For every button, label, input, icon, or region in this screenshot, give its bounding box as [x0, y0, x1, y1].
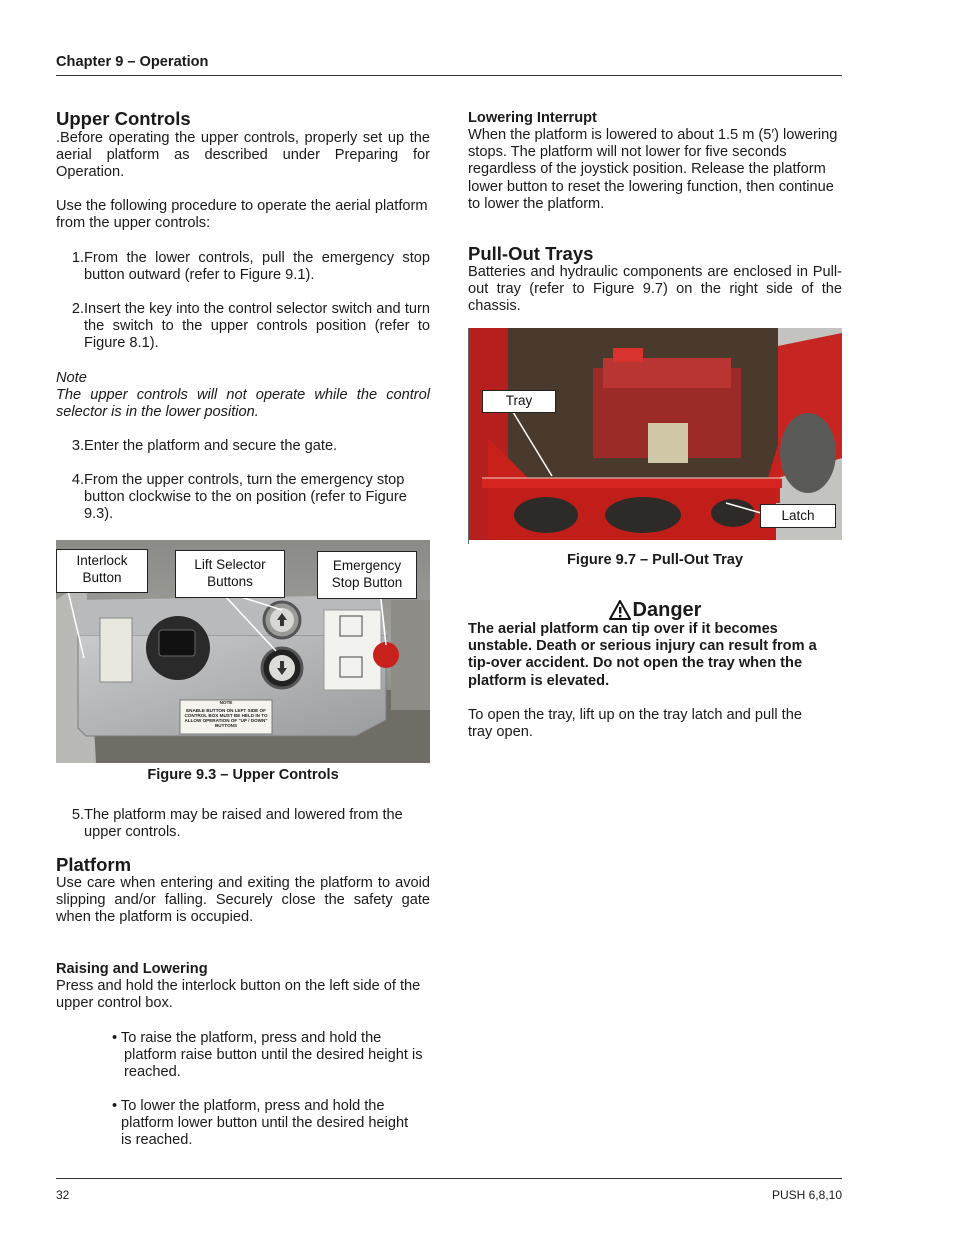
callout-interlock-button: Interlock Button [56, 549, 148, 593]
figure-9-7-caption: Figure 9.7 – Pull-Out Tray [567, 552, 743, 568]
pull-out-trays-text: Batteries and hydraulic components are enclosed in Pull-out tray (refer to Figure 9.7) on the right side of the chassis. [468, 264, 842, 315]
step-2 [56, 301, 430, 353]
lowering-interrupt-heading: Lowering Interrupt [468, 110, 597, 126]
footer-rule [56, 1178, 842, 1179]
upper-controls-procedure-intro: Use the following procedure to operate the aerial platform from the upper controls: [56, 198, 428, 232]
platform-heading: Platform [56, 854, 132, 875]
open-tray-text: To open the tray, lift up on the tray latch and pull the tray open. [468, 707, 802, 741]
step-3 [56, 438, 430, 455]
note-text: The upper controls will not operate while the control selector is in the lower position. [56, 387, 430, 421]
step-5-text: The platform may be raised and lowered from the upper controls. [84, 807, 403, 841]
callout-tray: Tray [482, 390, 556, 413]
step-4-number: 4. [71, 472, 84, 488]
upper-controls-heading: Upper Controls [56, 108, 191, 129]
header-rule [56, 75, 842, 76]
step-4-text: From the upper controls, turn the emergency stop button clockwise to the on position (refer to Figure 9.3). [84, 472, 407, 523]
danger-heading [468, 598, 842, 622]
step-1-text: From the lower controls, pull the emergency stop button outward (refer to Figure 9.1). [84, 250, 430, 284]
step-5 [56, 807, 430, 841]
pull-out-trays-heading: Pull-Out Trays [468, 243, 594, 264]
step-1-number: 1. [71, 250, 84, 266]
figure-9-7-left-border [468, 328, 469, 544]
raising-lowering-heading: Raising and Lowering [56, 961, 208, 977]
panel-note-text: ENABLE BUTTON ON LEFT SIDE OF CONTROL BOX MUST BE HELD IN TO ALLOW OPERATION OF "UP / DOWN" BUTTONS [184, 708, 268, 728]
figure-9-3-caption: Figure 9.3 – Upper Controls [147, 767, 339, 783]
chapter-header: Chapter 9 – Operation [56, 54, 209, 70]
lowering-interrupt-text: When the platform is lowered to about 1.5 m (5′) lowering stops. The platform will not lower for five seconds regardless of the joystick position. Release the platform lower button to reset the lowering function, then continue to lower the platform. [468, 127, 838, 212]
platform-text: Use care when entering and exiting the platform to avoid slipping and/or falling. Securely close the safety gate when the platform is occupied. [56, 875, 430, 926]
lower-bullet: • To lower the platform, press and hold the platform lower button until the desired height is reached. [112, 1098, 409, 1149]
upper-controls-section [56, 108, 430, 130]
step-4 [56, 472, 410, 524]
panel-note-title: NOTE [219, 700, 233, 705]
step-1 [56, 250, 430, 284]
step-2-number: 2. [71, 301, 84, 317]
callout-lift-selector-buttons: Lift Selector Buttons [175, 550, 285, 598]
note-label: Note [56, 370, 87, 386]
upper-controls-intro: .Before operating the upper controls, properly set up the aerial platform as described under Preparing for Operation. [56, 130, 430, 181]
step-3-number: 3. [71, 438, 84, 454]
warning-triangle-icon [609, 600, 631, 620]
raise-bullet: • To raise the platform, press and hold the platform raise button until the desired height is reached. [112, 1030, 423, 1081]
raising-lowering-text: Press and hold the interlock button on the left side of the upper control box. [56, 978, 421, 1012]
model-name: PUSH 6,8,10 [771, 1188, 842, 1202]
page-number: 32 [56, 1188, 70, 1202]
danger-text: The aerial platform can tip over if it becomes unstable. Death or serious injury can result from a tip-over accident. Do not open the tray when the platform is elevated. [468, 621, 817, 689]
danger-title: Danger [632, 599, 702, 621]
step-2-text: Insert the key into the control selector switch and turn the switch to the upper controls position (refer to Figure 8.1). [84, 301, 430, 352]
step-3-text: Enter the platform and secure the gate. [84, 438, 338, 454]
callout-emergency-stop-button: Emergency Stop Button [317, 551, 417, 599]
callout-latch: Latch [760, 504, 836, 528]
step-5-number: 5. [71, 807, 84, 823]
